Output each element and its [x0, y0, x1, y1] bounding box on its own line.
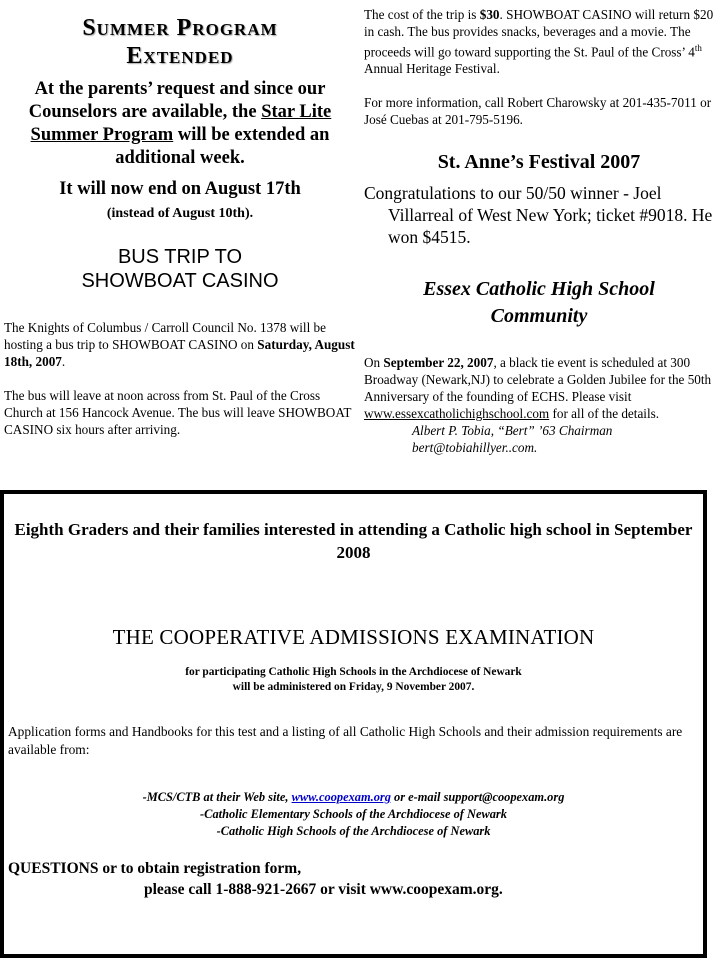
summer-end-main: It will now end on August 17th [59, 179, 301, 199]
admissions-application-text: Application forms and Handbooks for this test and a listing of all Catholic High Schools and their admission requirements are available from: [8, 724, 683, 757]
summer-title-line1: Summer Program [82, 15, 278, 41]
source-mcs-email: or e-mail support@coopexam.org [394, 790, 565, 804]
summer-program-title [4, 14, 356, 70]
st-anne-winner-text: Congratulations to our 50/50 winner - Joel Villarreal of West New York; ticket #9018. He won $4515. [364, 183, 713, 248]
admissions-exam-box [0, 490, 707, 958]
admissions-exam-title: THE COOPERATIVE ADMISSIONS EXAMINATION [112, 625, 595, 649]
summer-program-name: Star Lite Summer Program [30, 102, 332, 145]
cost-festival: Annual Heritage Festival. [364, 61, 500, 77]
bus-trip-period: . [61, 354, 66, 369]
summer-end-date [4, 178, 356, 225]
cost-intro: The cost of the trip is [364, 7, 477, 22]
source-mcs-intro: -MCS/CTB at their Web site, [142, 790, 289, 804]
bus-trip-paragraph-1 [4, 319, 356, 370]
bus-trip-title [4, 245, 356, 293]
bus-trip-title-line1: BUS TRIP TO [117, 246, 243, 268]
admissions-source-elementary: -Catholic Elementary Schools of the Archdiocese of Newark [200, 807, 507, 821]
essex-event-paragraph [364, 354, 714, 422]
essex-details-tail: for all of the details. [552, 406, 660, 422]
bus-trip-intro: The Knights of Columbus / Carroll Council No. 1378 will be hosting a bus trip to [4, 320, 326, 352]
admissions-sub-line1: for participating Catholic High Schools in the Archdiocese of Newark [185, 666, 522, 678]
essex-event-details: , a black tie event is scheduled at 300 Broadway (Newark,NJ) to celebrate a Golden Jubilee for the 50th Anniversary of the founding of ECHS. Please visit [364, 355, 712, 405]
bus-trip-cost [364, 6, 714, 77]
summer-body-extension: will be extended an additional week. [115, 125, 330, 168]
summer-body-intro: At the parents’ request and since our Counselors are available, the [28, 79, 326, 122]
summer-program-body [4, 78, 356, 170]
admissions-questions [4, 858, 703, 900]
essex-catholic-title [364, 276, 714, 330]
admissions-source-high: -Catholic High Schools of the Archdiocese of Newark [216, 824, 491, 838]
questions-line1: QUESTIONS or to obtain registration form, [8, 860, 302, 877]
right-column [364, 6, 714, 456]
cost-ordinal: th [694, 43, 702, 53]
left-column [4, 14, 356, 438]
essex-title-line1: Essex Catholic High School [423, 278, 655, 301]
questions-line2: please call 1-888-921-2667 or visit www.coopexam.org. [144, 881, 503, 898]
bus-trip-title-line2: SHOWBOAT CASINO [81, 270, 279, 292]
admissions-sources-list [4, 789, 703, 840]
essex-signature-name: Albert P. Tobia, “Bert” ’63 Chairman [412, 423, 613, 439]
admissions-heading: Eighth Graders and their families interested in attending a Catholic high school in September 2008 [14, 520, 693, 562]
coopexam-link[interactable]: www.coopexam.org [291, 790, 391, 804]
essex-website-link[interactable]: www.essexcatholichighschool.com [364, 406, 550, 422]
bus-trip-date: Saturday, August 18th, 2007 [4, 337, 355, 369]
essex-title-line2: Community [490, 305, 588, 328]
st-anne-festival-title: St. Anne’s Festival 2007 [437, 151, 641, 174]
essex-signature-email: bert@tobiahillyer..com. [412, 440, 538, 456]
cost-details: . SHOWBOAT CASINO will return $20 in cash. The bus provides snacks, beverages and a movie. The proceeds will go toward supporting the St. Paul of the Cross’ 4 [364, 7, 714, 60]
bus-trip-destination: SHOWBOAT CASINO [112, 337, 238, 352]
admissions-source-mcs [4, 789, 703, 806]
summer-title-line2: Extended [126, 43, 234, 69]
bus-trip-on: on [240, 337, 254, 352]
summer-end-previous: (instead of August 10th). [106, 206, 254, 221]
essex-event-date: September 22, 2007 [383, 355, 494, 371]
cost-amount: $30 [479, 7, 500, 22]
bus-trip-contact-info: For more information, call Robert Charowsky at 201-435-7011 or José Cuebas at 201-795-5196. [364, 95, 712, 128]
bus-trip-paragraph-2: The bus will leave at noon across from St. Paul of the Cross Church at 156 Hancock Avenue. The bus will leave SHOWBOAT CASINO six hours after arriving. [4, 388, 352, 437]
essex-on: On [364, 355, 381, 371]
admissions-sub-line2: will be administered on Friday, 9 November 2007. [232, 681, 475, 693]
admissions-subtitle [4, 665, 703, 695]
